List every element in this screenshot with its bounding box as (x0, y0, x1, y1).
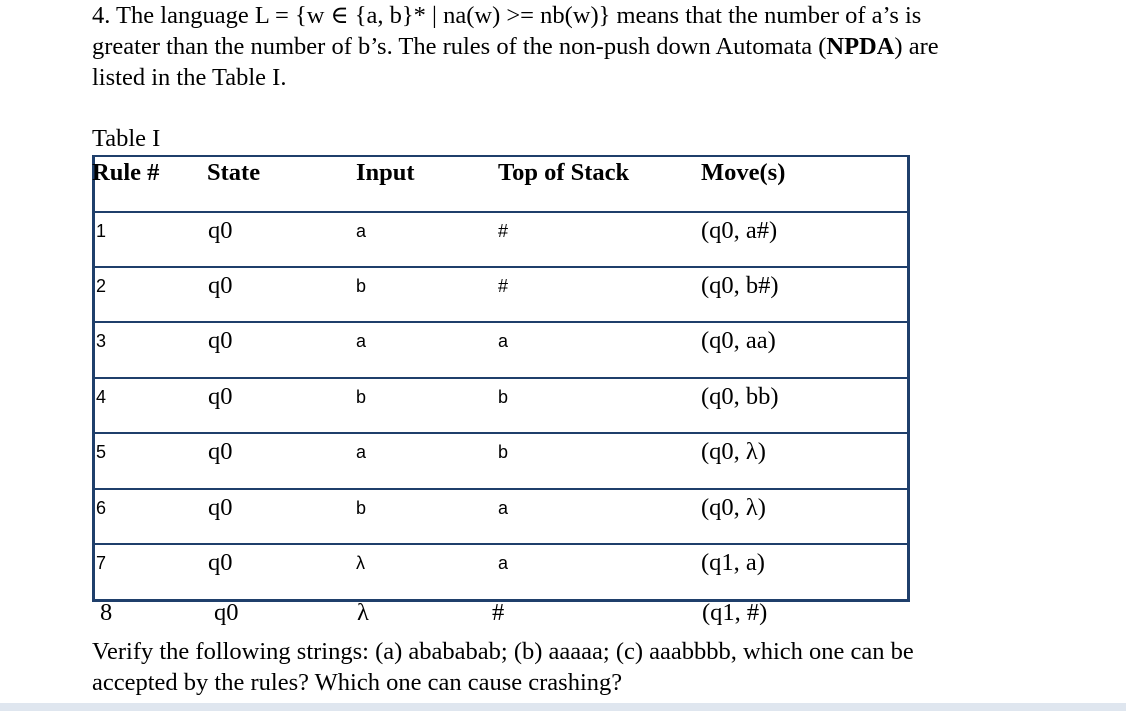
cell-top: a (498, 498, 509, 518)
cell-rule: 7 (96, 553, 107, 573)
intro-line-2-post: ) are (894, 33, 939, 60)
row-divider (92, 211, 910, 213)
header-state: State (207, 159, 261, 186)
cell-top: # (498, 221, 509, 241)
table-caption: Table I (92, 125, 161, 152)
verify-line-2: accepted by the rules? Which one can cause crashing? (92, 669, 623, 696)
cell-move: (q0, b#) (701, 272, 779, 299)
row-divider (92, 543, 910, 545)
npda-term: NPDA (826, 33, 895, 60)
cell-top: b (498, 387, 509, 407)
header-top-of-stack: Top of Stack (498, 159, 630, 186)
cell-move: (q0, λ) (701, 438, 766, 465)
cell-top: a (498, 331, 509, 351)
cell-input: b (356, 498, 367, 518)
cell-top: a (498, 553, 509, 573)
row8-top: # (492, 599, 505, 626)
cell-move: (q1, a) (701, 549, 765, 576)
cell-input: b (356, 387, 367, 407)
cell-state: q0 (208, 494, 233, 521)
intro-line-3: listed in the Table I. (92, 64, 287, 91)
cell-state: q0 (208, 549, 233, 576)
table-border-top (92, 155, 910, 157)
row-divider (92, 321, 910, 323)
row8-state: q0 (214, 599, 239, 626)
cell-rule: 2 (96, 276, 107, 296)
table-border-right (907, 155, 910, 602)
cell-rule: 5 (96, 442, 107, 462)
cell-state: q0 (208, 327, 233, 354)
question-verify (92, 636, 914, 698)
header-input: Input (356, 159, 415, 186)
intro-line-1: 4. The language L = {w ∈ {a, b}* | na(w) >= nb(w)} means that the number of a’s is (92, 2, 922, 29)
cell-state: q0 (208, 272, 233, 299)
verify-line-1: Verify the following strings: (a) abababab; (b) aaaaa; (c) aaabbbb, which one can be (92, 638, 914, 665)
cell-input: a (356, 331, 367, 351)
cell-top: b (498, 442, 509, 462)
cell-rule: 3 (96, 331, 107, 351)
cell-rule: 6 (96, 498, 107, 518)
row-divider (92, 266, 910, 268)
row8-input: λ (357, 599, 369, 626)
cell-rule: 4 (96, 387, 107, 407)
row8-move: (q1, #) (702, 599, 768, 626)
cell-move: (q0, aa) (701, 327, 776, 354)
row-divider (92, 377, 910, 379)
cell-state: q0 (208, 217, 233, 244)
row8-rule: 8 (100, 599, 113, 626)
window-bottom-edge (0, 703, 1126, 711)
header-moves: Move(s) (701, 159, 786, 186)
cell-top: # (498, 276, 509, 296)
row-divider (92, 432, 910, 434)
cell-rule: 1 (96, 221, 107, 241)
cell-move: (q0, a#) (701, 217, 778, 244)
cell-input: a (356, 221, 367, 241)
cell-state: q0 (208, 438, 233, 465)
cell-move: (q0, λ) (701, 494, 766, 521)
cell-input: b (356, 276, 367, 296)
table-border-left (92, 155, 95, 602)
cell-input: λ (356, 553, 365, 573)
cell-move: (q0, bb) (701, 383, 779, 410)
intro-line-2-pre: greater than the number of b’s. The rules of the non-push down Automata ( (92, 33, 827, 60)
intro-line-2 (92, 31, 939, 62)
question-intro (92, 0, 939, 93)
cell-input: a (356, 442, 367, 462)
row-divider (92, 488, 910, 490)
header-rule: Rule # (92, 159, 160, 186)
rules-table (92, 155, 910, 602)
cell-state: q0 (208, 383, 233, 410)
